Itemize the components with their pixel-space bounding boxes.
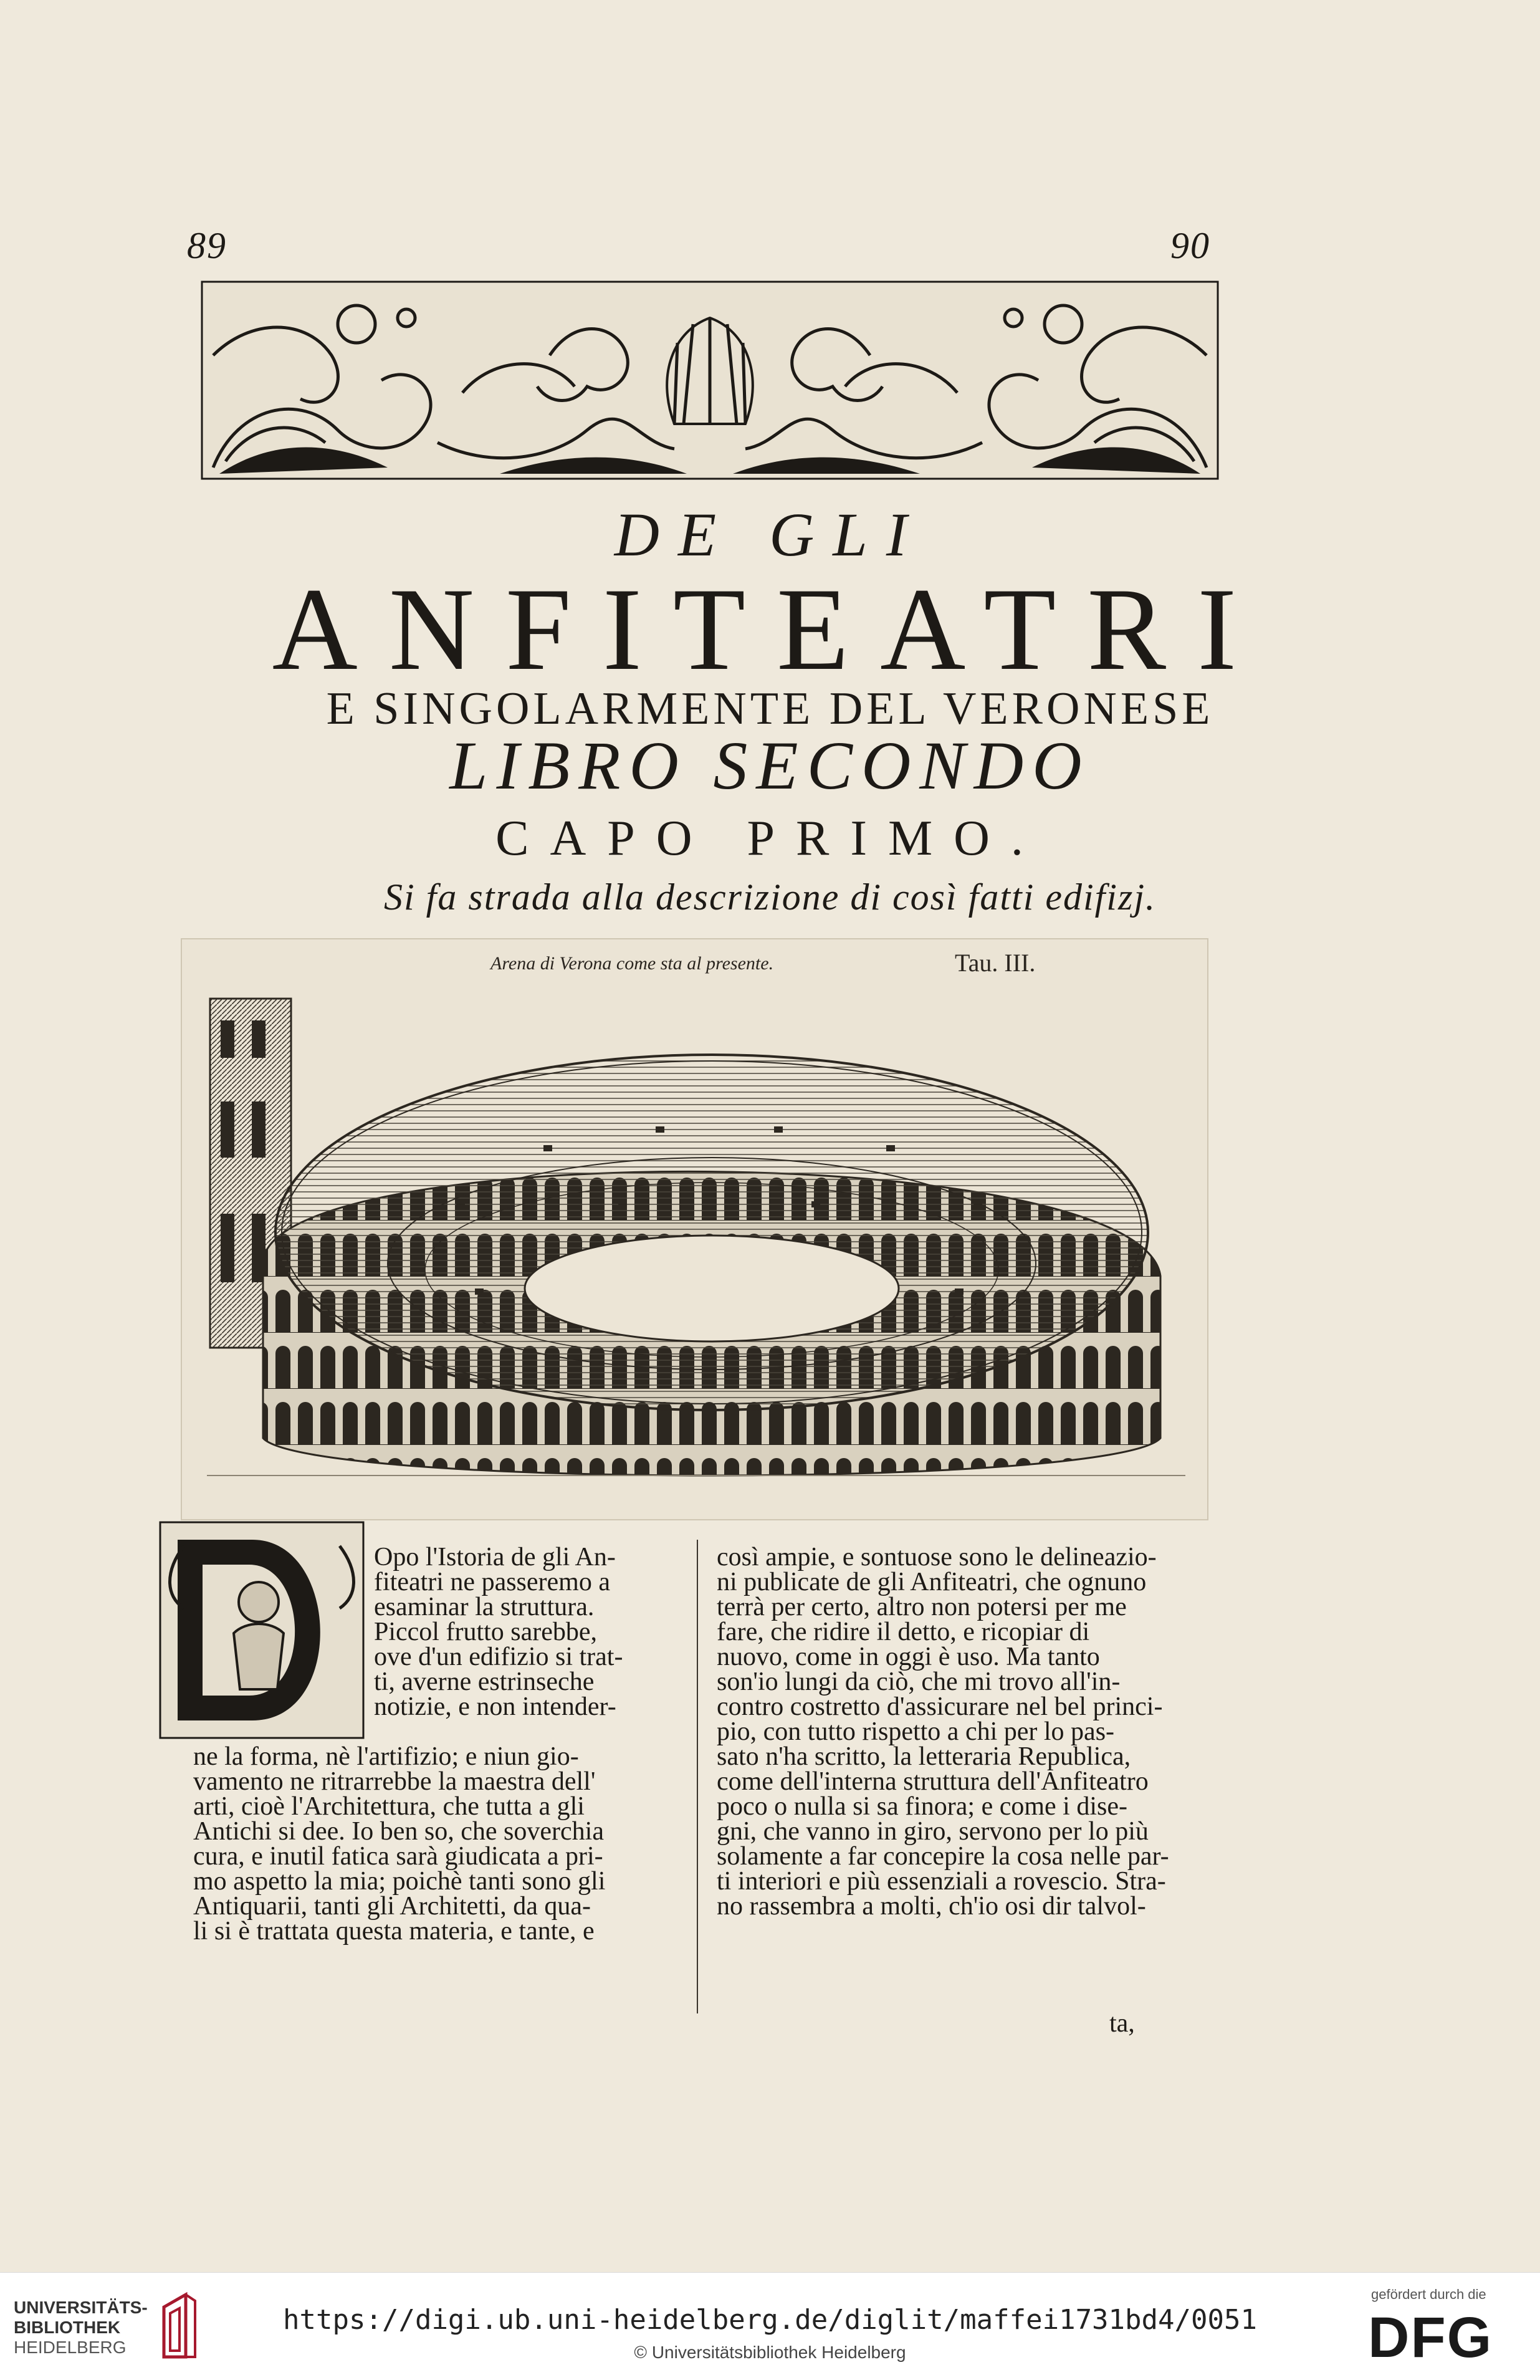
left-column-intro	[374, 1545, 623, 1719]
text-line: ove d'un edifizio si trat-	[374, 1643, 623, 1671]
text-line: solamente a far concepire la cosa nelle par-	[717, 1842, 1169, 1871]
title-book: LIBRO SECONDO	[449, 727, 1091, 804]
funding-label: gefördert durch die	[1371, 2286, 1486, 2302]
title-anfiteatri: ANFITEATRI	[272, 564, 1268, 695]
text-line: pio, con tutto rispetto a chi per lo pas-	[717, 1717, 1115, 1746]
copyright-notice: © Universitätsbibliothek Heidelberg	[634, 2343, 906, 2362]
plate-number: Tau. III.	[955, 949, 1036, 977]
text-line: contro costretto d'assicurare nel bel princi-	[717, 1692, 1163, 1721]
text-line: Antiquarii, tanti gli Architetti, da qua-	[193, 1892, 591, 1921]
text-line: fiteatri ne passeremo a	[374, 1568, 610, 1596]
text-line: come dell'interna struttura dell'Anfiteatro	[717, 1767, 1149, 1796]
text-line: ne la forma, nè l'artifizio; e niun gio-	[193, 1742, 579, 1771]
text-line: son'io lungi da ciò, che mi trovo all'in-	[717, 1667, 1121, 1696]
text-line: vamento ne ritrarrebbe la maestra dell'	[193, 1767, 596, 1796]
institution-line: BIBLIOTHEK	[14, 2318, 121, 2337]
text-line: Antichi si dee. Io ben so, che soverchia	[193, 1817, 604, 1846]
text-line: Opo l'Istoria de gli An-	[374, 1543, 616, 1571]
title-degli: DE GLI	[614, 500, 926, 569]
arena-engraving	[182, 939, 1207, 1519]
page-number-right: 90	[1170, 225, 1210, 266]
text-line: no rassembra a molti, ch'io osi dir talvol-	[717, 1892, 1146, 1921]
ornamental-headpiece	[201, 281, 1219, 480]
text-line: fare, che ridire il detto, e ricopiar di	[717, 1618, 1090, 1646]
text-line: gni, che vanno in giro, servono per lo più	[717, 1817, 1149, 1846]
column-divider	[697, 1540, 698, 2013]
title-subtitle: E SINGOLARMENTE DEL VERONESE	[326, 683, 1214, 734]
text-line: cura, e inutil fatica sarà giudicata a pri-	[193, 1842, 603, 1871]
text-line: Piccol frutto sarebbe,	[374, 1618, 598, 1646]
page-number-left: 89	[187, 225, 227, 266]
text-line: sato n'ha scritto, la letteraria Republica,	[717, 1742, 1131, 1771]
text-line: poco o nulla si sa finora; e come i dise-	[717, 1792, 1127, 1821]
text-line: ti, averne estrinseche	[374, 1667, 595, 1696]
chapter-heading: CAPO PRIMO.	[495, 811, 1045, 866]
chapter-summary: Si fa strada alla descrizione di così fatti edifizj.	[384, 876, 1156, 918]
text-line: arti, cioè l'Architettura, che tutta a gli	[193, 1792, 585, 1821]
institution-line: UNIVERSITÄTS-	[14, 2298, 148, 2317]
right-column	[717, 1545, 1169, 1919]
left-column-continued	[193, 1744, 605, 1944]
text-line: terrà per certo, altro non potersi per me	[717, 1593, 1127, 1621]
plate-caption: Arena di Verona come sta al presente.	[490, 953, 774, 974]
text-line: così ampie, e sontuose sono le delineazio-	[717, 1543, 1157, 1571]
text-line: ni publicate de gli Anfiteatri, che ognuno	[717, 1568, 1147, 1596]
text-line: mo aspetto la mia; poichè tanti sono gli	[193, 1867, 606, 1896]
text-line: ti interiori e più essenziali a rovescio. Stra-	[717, 1867, 1166, 1896]
document-url-link[interactable]: https://digi.ub.uni-heidelberg.de/diglit/maffei1731bd4/0051	[283, 2304, 1257, 2336]
text-line: li si è trattata questa materia, e tante, e	[193, 1917, 595, 1946]
catchword: ta,	[1109, 2009, 1135, 2038]
institution-line: HEIDELBERG	[14, 2338, 127, 2357]
dfg-logo: DFG	[1368, 2306, 1493, 2369]
text-line: nuovo, come in oggi è uso. Ma tanto	[717, 1643, 1100, 1671]
decorated-initial-d-icon	[159, 1521, 365, 1739]
text-line: esaminar la struttura.	[374, 1593, 595, 1621]
viewer-footer	[0, 2272, 1540, 2380]
text-line: notizie, e non intender-	[374, 1692, 616, 1721]
engraving-plate	[181, 938, 1208, 1520]
